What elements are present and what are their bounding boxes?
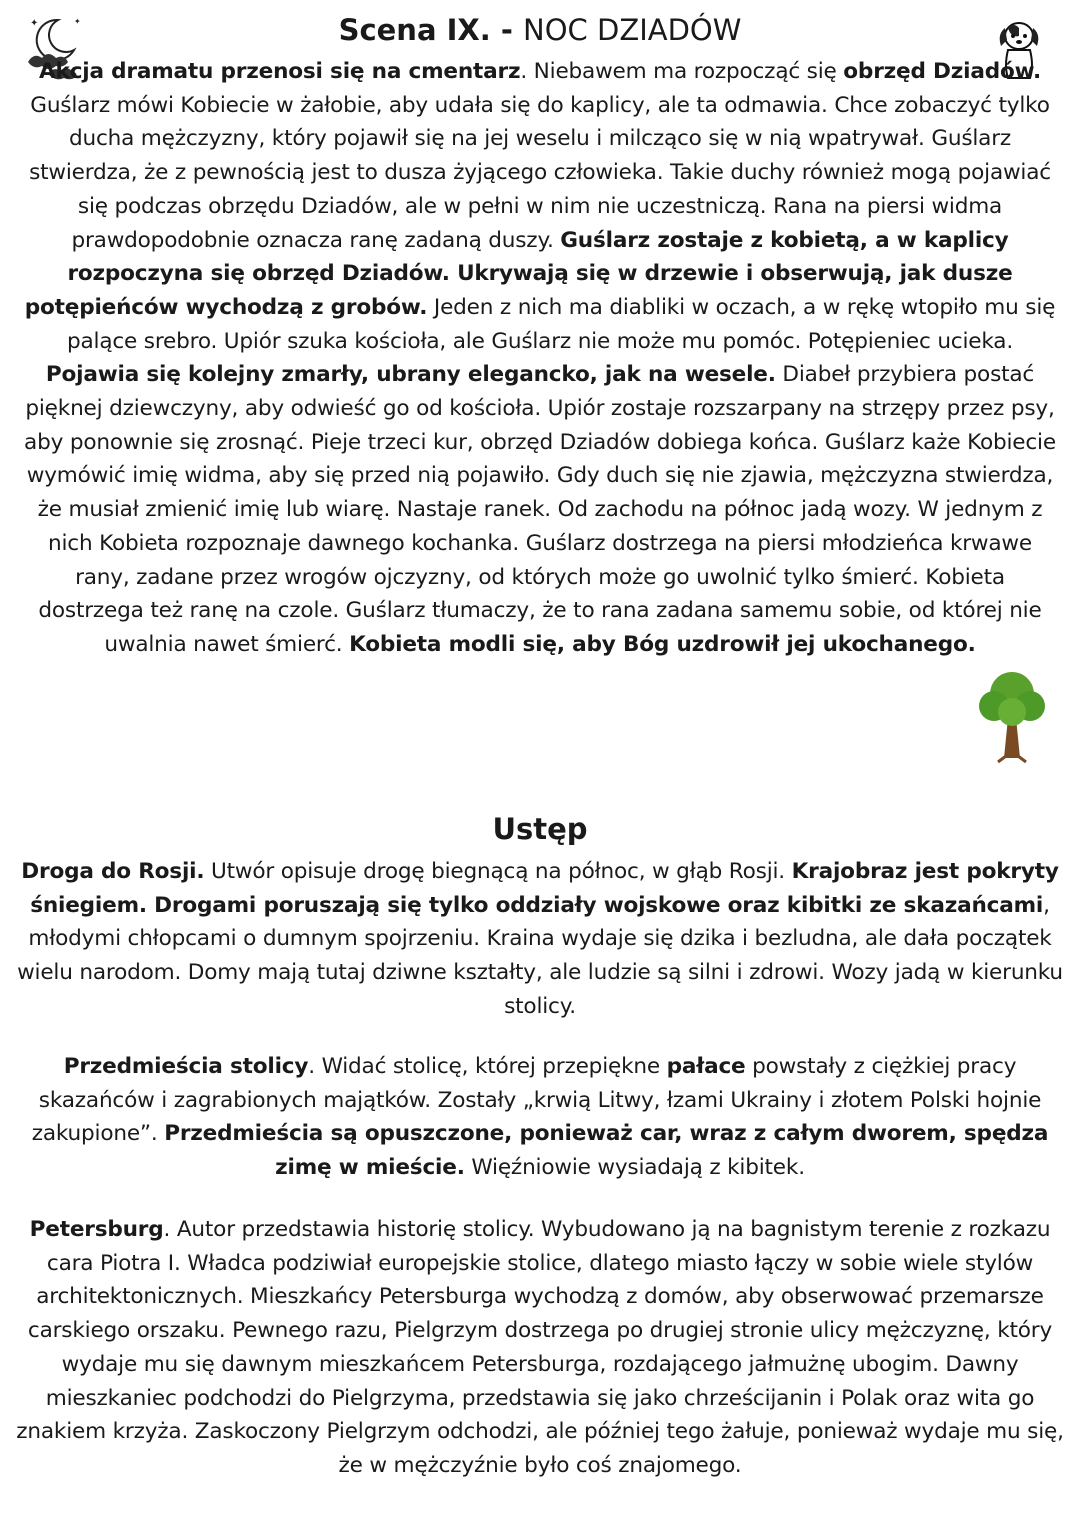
- page-title: [0, 10, 1080, 50]
- bold-text: Guślarz zostaje z kobietą, a w kaplicy rozpoczyna się obrzęd Dziadów. Ukrywają się w drzewie i obserwują, jak dusze potępieńców wychodzą z grobów.: [24, 227, 1013, 320]
- text: Utwór opisuje drogę biegnącą na północ, w głąb Rosji.: [204, 859, 792, 884]
- bold-text: Przedmieścia stolicy: [63, 1054, 309, 1079]
- text: Diabeł przybiera postać pięknej dziewczyny, aby odwieść go od kościoła. Upiór zostaje rozszarpany na strzępy przez psy, aby ponownie się zrosnąć. Pieje trzeci kur, obrzęd Dziadów dobiega końca. Guślarz każe Kobiecie wymówić imię widma, aby się przed nią pojawiło. Gdy duch się nie zjawia, mężczyzna stwierdza, że musiał zmienić imię lub wiarę. Nastaje ranek. Od zachodu na północ jadą wozy. W jednym z nich Kobieta rozpoznaje dawnego kochanka. Guślarz dostrzega na piersi młodzieńca krwawe rany, zadane przez wrogów ojczyzny, od których może go uwolnić tylko śmierć. Kobieta dostrzega też ranę na czole. Guślarz tłumaczy, że to rana zadana samemu sobie, od której nie uwalnia nawet śmierć.: [24, 362, 1056, 657]
- text: . Widać stolicę, której przepiękne: [308, 1054, 667, 1079]
- paragraph-droga-do-rosji: [14, 855, 1066, 1024]
- text: powstały z ciężkiej pracy skazańców i zagrabionych majątków. Zostały „krwią Litwy, łzami Ukrainy i złotem Polski hojnie zakupione”.: [31, 1054, 1042, 1147]
- bold-text: obrzęd Dziadów.: [843, 59, 1041, 84]
- title-scene: Scena IX. -: [338, 13, 524, 47]
- bold-text: pałace: [666, 1054, 746, 1079]
- text: Guślarz mówi Kobiecie w żałobie, aby udała się do kaplicy, ale ta odmawia. Chce zobaczyć tylko ducha mężczyzny, który pojawił się na jej weselu i milcząco się w nią wpatrywał. Guślarz stwierdza, że z pewnością jest to dusza żyjącego człowieka. Takie duchy również mogą pojawiać się podczas obrzędu Dziadów, ale w pełni w nim nie uczestniczą. Rana na piersi widma prawdopodobnie oznacza ranę zadaną duszy.: [29, 92, 1051, 253]
- text: Więźniowie wysiadają z kibitek.: [464, 1155, 805, 1181]
- text: . Niebawem ma rozpocząć się: [520, 59, 844, 84]
- paragraph-przedmiescia-stolicy: [14, 1050, 1066, 1185]
- bold-text: Przedmieścia są opuszczone, ponieważ car, wraz z całym dworem, spędza zimę w mieście.: [164, 1121, 1049, 1181]
- section-heading-ustep: Ustęp: [492, 812, 588, 846]
- bold-text: Kobieta modli się, aby Bóg uzdrowił jej ukochanego.: [349, 631, 976, 657]
- svg-text:✦: ✦: [30, 18, 39, 29]
- text: . Autor przedstawia historię stolicy. Wybudowano ją na bagnistym terenie z rozkazu cara Piotra I. Władca podziwiał europejskie stolice, dlatego miasto łączy w sobie wiele stylów architektonicznych. Mieszkańcy Petersburga wychodzą z domów, aby obserwować przemarsze carskiego orszaku. Pewnego razu, Pielgrzym dostrzega po drugiej stronie ulicy mężczyznę, który wydaje mu się dawnym mieszkańcem Petersburga, rozdającego jałmużnę ubogim. Dawny mieszkaniec podchodzi do Pielgrzyma, przedstawia się jako chrześcijanin i Polak oraz wita go znakiem krzyża. Zaskoczony Pielgrzym odchodzi, ale później tego żałuje, ponieważ wydaje mu się, że w mężczyźnie było coś znajomego.: [16, 1217, 1064, 1478]
- text: Jeden z nich ma diabliki w oczach, a w rękę wtopiło mu się palące srebro. Upiór szuka kościoła, ale Guślarz nie może mu pomóc. Potępieniec ucieka.: [67, 294, 1056, 354]
- svg-text:✦: ✦: [74, 17, 81, 26]
- bold-text: Pojawia się kolejny zmarły, ubrany elegancko, jak na wesele.: [45, 362, 776, 388]
- bold-text: Droga do Rosji.: [21, 859, 205, 884]
- tree-icon: [976, 668, 1048, 764]
- title-name: NOC DZIADÓW: [523, 13, 742, 47]
- paragraph-scena-ix: [22, 55, 1058, 662]
- bold-text: Krajobraz jest pokryty śniegiem. Drogami poruszają się tylko oddziały wojskowe oraz kibitki ze skazańcami: [30, 859, 1059, 918]
- text: , młodymi chłopcami o dumnym spojrzeniu. Kraina wydaje się dzika i bezludna, ale dała początek wielu narodom. Domy mają tutaj dziwne kształty, ale ludzie są silni i zdrowi. Wozy jadą w kierunku stolicy.: [17, 892, 1063, 1019]
- paragraph-petersburg: [14, 1213, 1066, 1483]
- bold-text: Petersburg: [29, 1217, 164, 1242]
- bold-text: Akcja dramatu przenosi się na cmentarz: [39, 59, 521, 84]
